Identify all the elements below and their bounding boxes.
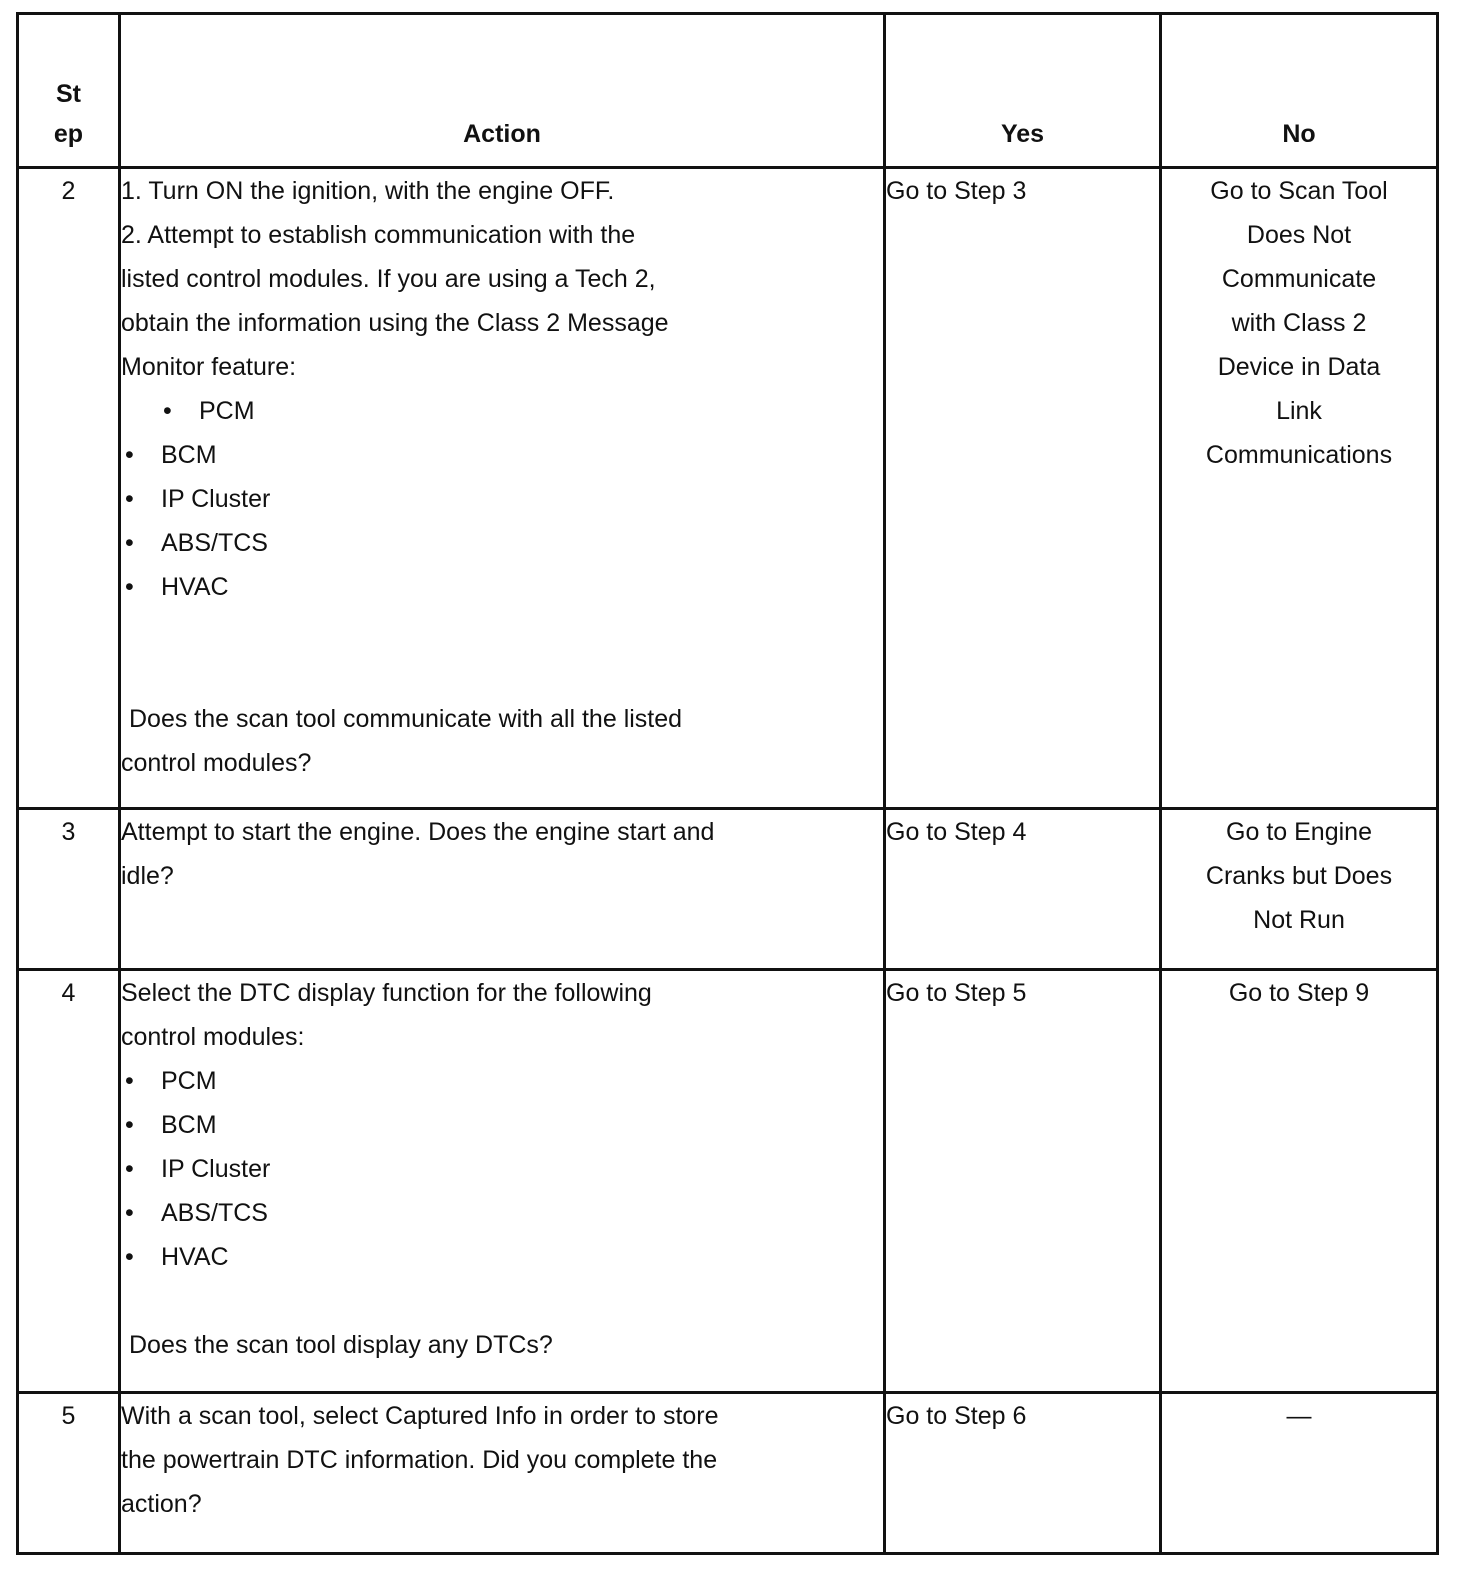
bullet-icon: • (125, 1067, 134, 1095)
no-line: Go to Engine (1226, 818, 1372, 846)
module-name: PCM (199, 397, 255, 425)
module-name: ABS/TCS (161, 529, 268, 557)
module-name: BCM (161, 441, 217, 469)
no-cell (1161, 809, 1438, 970)
table-row (18, 1393, 1438, 1554)
header-action: Action (120, 14, 885, 168)
yes-cell: Go to Step 6 (885, 1393, 1161, 1554)
instruction-line: 2. Attempt to establish communication with the (121, 221, 636, 249)
no-line: Cranks but Does (1205, 862, 1393, 890)
no-line: Go to Scan Tool (1210, 177, 1388, 205)
no-line: with Class 2 (1231, 309, 1367, 337)
action-cell (120, 970, 885, 1393)
bullet-icon: • (125, 1155, 134, 1183)
module-name: PCM (161, 1067, 217, 1095)
instruction-line: listed control modules. If you are using a Tech 2, (121, 265, 656, 293)
module-name: ABS/TCS (161, 1199, 268, 1227)
action-line: Select the DTC display function for the following (121, 979, 652, 1007)
no-line: Device in Data (1217, 353, 1381, 381)
header-yes: Yes (885, 14, 1161, 168)
action-line: idle? (121, 862, 174, 890)
no-line: Does Not (1246, 221, 1352, 249)
yes-cell: Go to Step 5 (885, 970, 1161, 1393)
step-number: 4 (18, 970, 120, 1393)
no-cell: Go to Step 9 (1161, 970, 1438, 1393)
no-line: Link (1276, 397, 1322, 425)
module-name: BCM (161, 1111, 217, 1139)
bullet-icon: • (125, 441, 134, 469)
table-row (18, 809, 1438, 970)
module-name: IP Cluster (161, 485, 271, 513)
list-item (121, 1059, 883, 1103)
action-line: action? (121, 1490, 202, 1518)
bullet-icon: • (125, 529, 134, 557)
action-line: With a scan tool, select Captured Info in order to store (121, 1402, 719, 1430)
table-row (18, 168, 1438, 809)
action-cell (120, 168, 885, 809)
instruction-line: 1. Turn ON the ignition, with the engine OFF. (121, 177, 615, 205)
instruction-line: Monitor feature: (121, 353, 297, 381)
bullet-icon: • (125, 1199, 134, 1227)
instruction-line: obtain the information using the Class 2 Message (121, 309, 669, 337)
list-item (121, 1235, 883, 1279)
list-item (121, 1103, 883, 1147)
module-name: IP Cluster (161, 1155, 271, 1183)
yes-cell: Go to Step 4 (885, 809, 1161, 970)
step-number: 5 (18, 1393, 120, 1554)
action-line: control modules: (121, 1023, 305, 1051)
bullet-icon: • (125, 485, 134, 513)
bullet-icon: • (163, 397, 172, 425)
list-item (121, 565, 883, 609)
diagnostic-steps-table (16, 12, 1439, 1555)
question-line: Does the scan tool display any DTCs? (129, 1331, 553, 1359)
no-cell: — (1161, 1393, 1438, 1554)
no-cell (1161, 168, 1438, 809)
header-no: No (1161, 14, 1438, 168)
step-number: 3 (18, 809, 120, 970)
yes-cell: Go to Step 3 (885, 168, 1161, 809)
bullet-icon: • (125, 1243, 134, 1271)
list-item (121, 389, 883, 433)
bullet-icon: • (125, 573, 134, 601)
list-item (121, 1147, 883, 1191)
header-step-line1: St (56, 80, 81, 108)
no-line: Communicate (1221, 265, 1377, 293)
action-line: Attempt to start the engine. Does the engine start and (121, 818, 715, 846)
bullet-icon: • (125, 1111, 134, 1139)
header-step (18, 14, 120, 168)
header-step-line2: ep (53, 120, 84, 148)
list-item (121, 433, 883, 477)
no-line: Communications (1205, 441, 1393, 469)
action-cell (120, 809, 885, 970)
list-item (121, 1191, 883, 1235)
question-line: control modules? (121, 749, 312, 777)
table-row (18, 970, 1438, 1393)
action-line: the powertrain DTC information. Did you complete the (121, 1446, 718, 1474)
module-name: HVAC (161, 573, 229, 601)
table-header-row (18, 14, 1438, 168)
list-item (121, 477, 883, 521)
list-item (121, 521, 883, 565)
action-cell (120, 1393, 885, 1554)
module-name: HVAC (161, 1243, 229, 1271)
no-line: Not Run (1253, 906, 1345, 934)
question-line: Does the scan tool communicate with all the listed (129, 705, 683, 733)
step-number: 2 (18, 168, 120, 809)
